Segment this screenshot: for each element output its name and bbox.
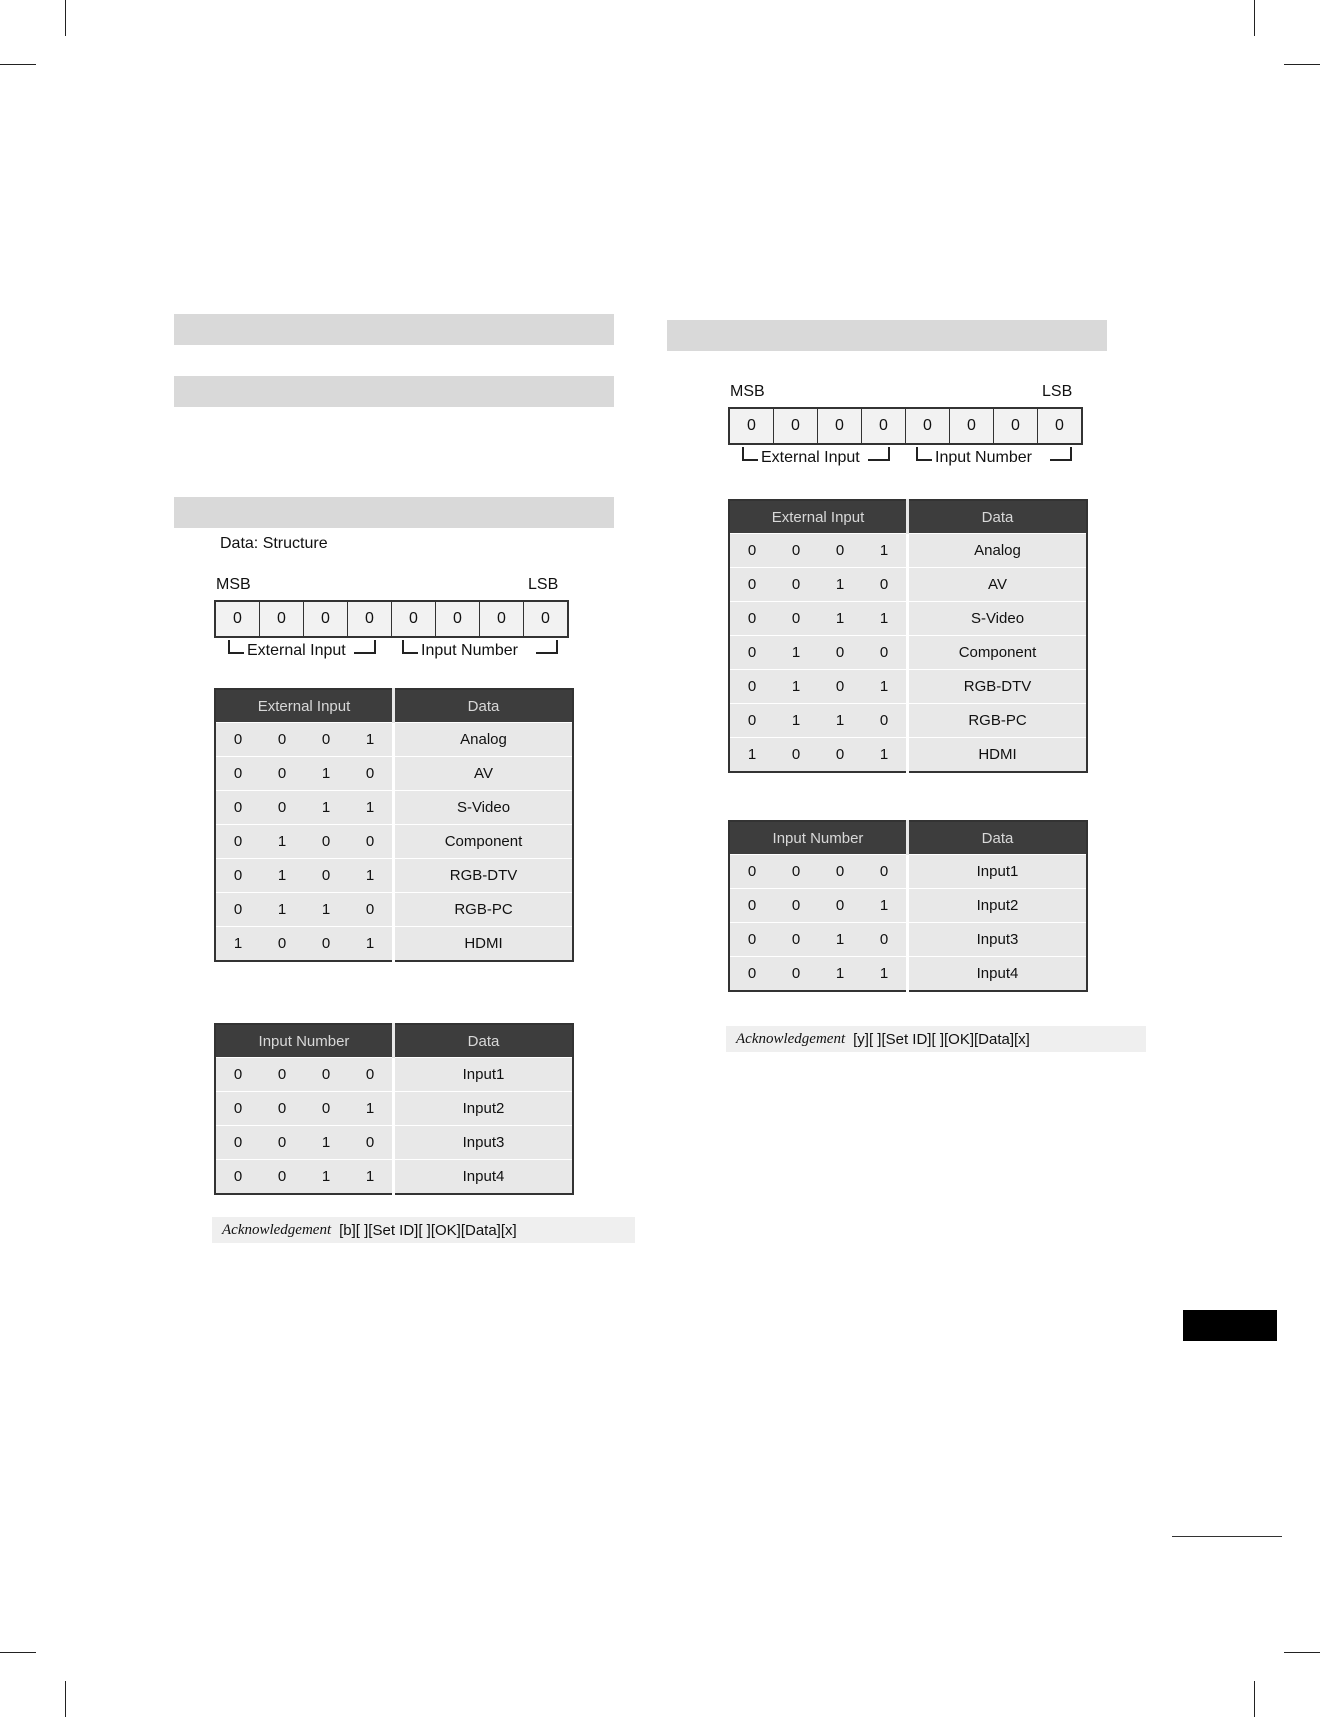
bit-value-cell: 0 [260,1058,304,1092]
bit-value-cell: 0 [348,1126,394,1160]
bit-value-cell: 0 [862,855,908,889]
bit-cell: 0 [774,409,818,443]
bit-value-cell: 0 [862,636,908,670]
bit-cell: 0 [818,409,862,443]
acknowledgement-value: [b][ ][Set ID][ ][OK][Data][x] [339,1221,517,1239]
bit-cell: 0 [541,610,550,627]
bit-value-cell: 0 [304,723,348,757]
data-value-cell: Input3 [908,923,1088,957]
bit-value-cell: 0 [862,704,908,738]
bit-value-cell: 1 [304,757,348,791]
bit-value-cell: 0 [348,825,394,859]
bracket-input-label: Input Number [418,642,521,660]
table-row [215,859,573,893]
crop-mark [1254,0,1255,36]
bit-value-cell: 0 [729,602,774,636]
acknowledgement-line [212,1217,635,1243]
data-value-cell: Analog [908,534,1088,568]
table-header-bits: Input Number [215,1024,394,1058]
bracket-external-label: External Input [244,642,349,660]
bit-cell: 0 [862,409,906,443]
table-row [729,957,1087,992]
page-tab [1183,1310,1277,1341]
table-row [215,1126,573,1160]
bit-value-cell: 1 [260,893,304,927]
bit-value-cell: 0 [818,670,862,704]
bit-value-cell: 0 [818,855,862,889]
msb-label: MSB [216,576,251,593]
lsb-label: LSB [528,576,559,593]
bit-value-cell: 1 [729,738,774,773]
bit-value-cell: 0 [348,1058,394,1092]
table-row [729,889,1087,923]
crop-mark [1254,1681,1255,1717]
table-row [729,568,1087,602]
bit-value-cell: 1 [818,602,862,636]
bit-cell: 0 [436,602,480,636]
bit-value-cell: 0 [260,1126,304,1160]
data-value-cell: Analog [394,723,574,757]
bit-value-cell: 0 [729,889,774,923]
data-value-cell: RGB-DTV [908,670,1088,704]
table-header-data: Data [394,689,574,723]
table-row [729,602,1087,636]
bit-cell: 0 [730,409,774,443]
data-value-cell: Input1 [908,855,1088,889]
bit-value-cell: 1 [862,670,908,704]
bit-register [214,600,569,638]
section-bar [174,376,614,407]
crop-mark [65,0,66,36]
bit-cell: 0 [994,409,1038,443]
bit-value-cell: 0 [260,723,304,757]
table-row [729,855,1087,889]
acknowledgement-label: Acknowledgement [736,1030,846,1047]
bit-cell: 0 [480,602,524,636]
table-row [729,704,1087,738]
bracket-external-right [354,640,376,654]
data-value-cell: Component [908,636,1088,670]
bracket-input-right [1050,447,1072,461]
msb-label: MSB [730,383,765,400]
acknowledgement-label: Acknowledgement [222,1221,332,1238]
bit-value-cell: 0 [818,534,862,568]
data-structure-label: Data: Structure [220,535,328,552]
bit-value-cell: 0 [774,738,818,773]
table-header-data: Data [394,1024,574,1058]
bit-value-cell: 1 [862,738,908,773]
crop-mark [1284,1652,1320,1653]
table-header-bits: Input Number [729,821,908,855]
input-number-table [728,820,1088,992]
footer-rule [1172,1536,1282,1537]
data-value-cell: Input2 [908,889,1088,923]
crop-mark [0,64,36,65]
bit-value-cell: 1 [818,957,862,992]
table-row [215,1092,573,1126]
table-row [215,825,573,859]
table-row [729,534,1087,568]
data-value-cell: RGB-PC [394,893,574,927]
bit-value-cell: 0 [729,670,774,704]
data-value-cell: AV [394,757,574,791]
lsb-label: LSB [1042,383,1073,400]
bit-cell: 0 [216,602,260,636]
bit-cell: 0 [348,602,392,636]
bit-value-cell: 1 [862,534,908,568]
data-value-cell: Input4 [394,1160,574,1195]
bit-value-cell: 0 [215,1092,260,1126]
bit-value-cell: 0 [215,859,260,893]
bit-value-cell: 0 [304,825,348,859]
bit-value-cell: 0 [818,889,862,923]
bit-value-cell: 0 [304,859,348,893]
bit-value-cell: 0 [348,893,394,927]
crop-mark [0,1652,36,1653]
bit-value-cell: 1 [862,602,908,636]
table-header-data: Data [908,500,1088,534]
bracket-input-label: Input Number [932,449,1035,467]
bit-brackets [728,447,1088,471]
data-value-cell: RGB-DTV [394,859,574,893]
bit-value-cell: 0 [729,923,774,957]
bit-value-cell: 1 [348,859,394,893]
bracket-external-right [868,447,890,461]
section-bar [667,320,1107,351]
bit-value-cell: 0 [260,1092,304,1126]
bit-cell: 0 [304,602,348,636]
bit-value-cell: 1 [862,957,908,992]
bit-value-cell: 1 [215,927,260,962]
bit-value-cell: 0 [729,636,774,670]
bit-value-cell: 0 [215,1058,260,1092]
section-bar [174,314,614,345]
acknowledgement-line [726,1026,1146,1052]
table-row [729,670,1087,704]
bit-value-cell: 1 [862,889,908,923]
bit-cell: 0 [1055,417,1064,434]
bit-value-cell: 0 [862,568,908,602]
bit-value-cell: 1 [304,791,348,825]
bit-value-cell: 0 [729,855,774,889]
table-header-bits: External Input [729,500,908,534]
bit-value-cell: 1 [348,1092,394,1126]
bit-value-cell: 0 [215,1126,260,1160]
bit-value-cell: 1 [260,859,304,893]
data-value-cell: HDMI [908,738,1088,773]
bit-value-cell: 0 [774,534,818,568]
bit-brackets [214,640,574,664]
data-value-cell: S-Video [908,602,1088,636]
bit-value-cell: 0 [215,723,260,757]
bit-value-cell: 1 [774,704,818,738]
bit-value-cell: 0 [260,791,304,825]
bit-value-cell: 0 [348,757,394,791]
table-row [215,1160,573,1195]
bracket-input-right [536,640,558,654]
bit-value-cell: 0 [774,923,818,957]
external-input-table [728,499,1088,773]
bit-value-cell: 1 [774,670,818,704]
bit-cell: 0 [950,409,994,443]
table-row [729,923,1087,957]
bit-value-cell: 0 [774,855,818,889]
bit-value-cell: 0 [304,927,348,962]
bit-value-cell: 1 [774,636,818,670]
bit-register [728,407,1083,445]
bit-value-cell: 0 [729,534,774,568]
bracket-external-label: External Input [758,449,863,467]
table-row [215,1058,573,1092]
bit-value-cell: 0 [215,893,260,927]
input-number-table [214,1023,574,1195]
bit-value-cell: 1 [818,923,862,957]
section-bar [174,497,614,528]
data-value-cell: Input2 [394,1092,574,1126]
table-header-data: Data [908,821,1088,855]
bit-value-cell: 0 [774,889,818,923]
bit-value-cell: 0 [304,1058,348,1092]
bit-value-cell: 0 [862,923,908,957]
data-value-cell: AV [908,568,1088,602]
bit-value-cell: 1 [348,927,394,962]
bit-value-cell: 0 [260,927,304,962]
table-row [215,893,573,927]
bit-value-cell: 1 [348,723,394,757]
bit-value-cell: 1 [304,1160,348,1195]
bit-value-cell: 0 [818,636,862,670]
bit-cell: 0 [392,602,436,636]
table-header-bits: External Input [215,689,394,723]
bit-value-cell: 1 [304,1126,348,1160]
bit-value-cell: 0 [215,1160,260,1195]
bit-value-cell: 0 [729,704,774,738]
crop-mark [1284,64,1320,65]
bit-value-cell: 1 [304,893,348,927]
table-row [215,791,573,825]
bit-value-cell: 0 [729,957,774,992]
table-row [729,636,1087,670]
bit-value-cell: 0 [729,568,774,602]
bit-value-cell: 0 [774,957,818,992]
data-value-cell: S-Video [394,791,574,825]
bit-value-cell: 0 [774,602,818,636]
bit-value-cell: 1 [348,1160,394,1195]
acknowledgement-value: [y][ ][Set ID][ ][OK][Data][x] [853,1030,1030,1048]
table-row [215,927,573,962]
bit-value-cell: 1 [818,568,862,602]
bit-cell: 0 [906,409,950,443]
bit-value-cell: 0 [304,1092,348,1126]
bit-value-cell: 0 [215,825,260,859]
bit-value-cell: 0 [260,1160,304,1195]
table-row [215,757,573,791]
bit-value-cell: 0 [215,791,260,825]
table-row [729,738,1087,773]
table-row [215,723,573,757]
bit-value-cell: 0 [215,757,260,791]
data-value-cell: Component [394,825,574,859]
bit-value-cell: 0 [818,738,862,773]
bit-value-cell: 1 [260,825,304,859]
data-value-cell: Input1 [394,1058,574,1092]
bit-value-cell: 0 [774,568,818,602]
data-value-cell: RGB-PC [908,704,1088,738]
bit-value-cell: 1 [818,704,862,738]
data-value-cell: HDMI [394,927,574,962]
bit-value-cell: 0 [260,757,304,791]
external-input-table [214,688,574,962]
data-value-cell: Input4 [908,957,1088,992]
bit-cell: 0 [260,602,304,636]
data-value-cell: Input3 [394,1126,574,1160]
crop-mark [65,1681,66,1717]
bit-value-cell: 1 [348,791,394,825]
